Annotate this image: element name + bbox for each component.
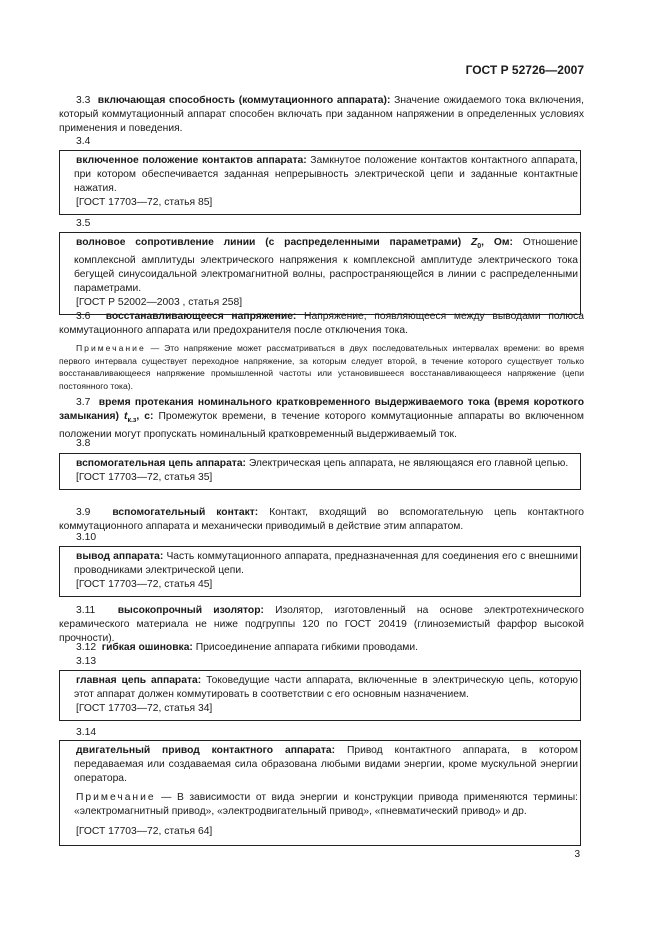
term: вывод аппарата: <box>76 551 164 562</box>
clause-number: 3.9 <box>76 507 91 518</box>
definition: Часть коммутационного аппарата, предназначенная для соединения его с внешними проводниками электрической цепи. <box>74 551 578 576</box>
document-header: ГОСТ Р 52726—2007 <box>465 63 584 77</box>
clause-number: 3.7 <box>76 397 91 408</box>
source-reference: [ГОСТ 17703—72, статья 64] <box>76 826 213 837</box>
note-label: Примечание <box>76 792 156 803</box>
quoted-definition-3-13 <box>59 670 581 721</box>
clause-3-6 <box>59 310 584 338</box>
term: высокопрочный изолятор: <box>117 605 264 616</box>
note-label: Примечание <box>76 343 146 353</box>
page-number: 3 <box>574 849 580 860</box>
clause-number: 3.3 <box>76 95 91 106</box>
term: волновое сопротивление линии (с распределенными параметрами) $Z_0$, Ом: <box>76 237 513 251</box>
clause-number: 3.12 <box>76 642 97 653</box>
term: двигательный привод контактного аппарата: <box>76 745 336 756</box>
definition: Присоединение аппарата гибкими проводами. <box>192 642 418 653</box>
note-text: — Это напряжение может рассматриваться в двух последовательных интервалах времени: во время первого интервала существует переходное напряжение, за которым следует второй, в течение которого существует только восстанавливающееся напряжение промышленной частоты или установившееся восстанавливающееся напряжение (цепи постоянного тока). <box>59 343 584 391</box>
clause-label-3-8: 3.8 <box>76 438 91 449</box>
clause-label-3-13: 3.13 <box>76 656 97 667</box>
source-reference: [ГОСТ 17703—72, статья 35] <box>76 472 213 483</box>
definition: Электрическая цепь аппарата, не являющаяся его главной цепью. <box>246 458 569 469</box>
clause-3-3 <box>59 94 584 136</box>
clause-label-3-14: 3.14 <box>76 727 97 738</box>
definition: Токоведущие части аппарата, включенные в электрическую цепь, которую этот аппарат должен коммутировать в соответствии с его основным назначением. <box>74 675 578 700</box>
definition: Промежуток времени, в течение которого коммутационные аппараты во включенном положении могут пропускать номинальный кратковременный выдерживаемый ток. <box>59 411 584 441</box>
term: время протекания номинального кратковременного выдерживаемого тока (время короткого замыкания) $t_{к.з}$, с: <box>59 397 584 425</box>
clause-label-3-4: 3.4 <box>76 136 91 147</box>
clause-3-9 <box>59 506 584 534</box>
term: включающая способность (коммутационного аппарата): <box>97 95 391 106</box>
definition: Контакт, входящий во вспомогательную цепь контактного коммутационного аппарата и механически приводимый в действие этим аппаратом. <box>59 507 584 532</box>
definition: Привод контактного аппарата, в котором передаваемая или создаваемая сила образована любыми видами энергии, кроме мускульной энергии оператора. <box>74 745 578 784</box>
term: главная цепь аппарата: <box>76 675 202 686</box>
definition: Отношение комплексной амплитуды электрического напряжения к комплексной амплитуде электрического тока бегущей синусоидальной электромагнитной волны, распространяющейся в линии с распределенными параметрами. <box>74 237 578 295</box>
clause-number: 3.11 <box>76 605 96 616</box>
clause-label-3-10: 3.10 <box>76 532 97 543</box>
quoted-definition-3-14 <box>59 740 581 846</box>
term: вспомогательный контакт: <box>112 507 259 518</box>
definition: Напряжение, появляющееся между выводами полюса коммутационного аппарата или предохранителя после отключения тока. <box>59 311 585 336</box>
note-text: — В зависимости от вида энергии и конструкции привода применяются термины: «электромагнитный привод», «электродвигательный привод», «пневматический привод» и др. <box>74 792 578 817</box>
clause-label-3-5: 3.5 <box>76 218 91 229</box>
note-3-6 <box>59 342 584 392</box>
definition: Значение ожидаемого тока включения, который коммутационный аппарат способен включать при заданном напряжении в определенных условиях применения и поведения. <box>59 95 584 134</box>
definition: Замкнутое положение контактов контактного аппарата, при котором обеспечивается заданная непрерывность электрической цепи и заданные контактные нажатия. <box>74 155 578 194</box>
quoted-definition-3-8 <box>59 453 581 490</box>
source-reference: [ГОСТ 17703—72, статья 45] <box>76 579 213 590</box>
quoted-definition-3-10 <box>59 546 581 597</box>
quoted-definition-3-4 <box>59 150 581 215</box>
source-reference: [ГОСТ 17703—72, статья 85] <box>76 197 213 208</box>
clause-3-12 <box>59 641 584 655</box>
term: восстанавливающееся напряжение: <box>105 311 297 322</box>
source-reference: [ГОСТ 17703—72, статья 34] <box>76 703 213 714</box>
source-reference: [ГОСТ Р 52002—2003 , статья 258] <box>76 297 243 309</box>
term: вспомогательная цепь аппарата: <box>76 458 246 469</box>
clause-3-7 <box>59 396 584 442</box>
clause-number: 3.6 <box>76 311 91 322</box>
term: гибкая ошиновка: <box>101 642 193 653</box>
term: включенное положение контактов аппарата: <box>76 155 307 166</box>
definition: Изолятор, изготовленный на основе электротехнического керамического материала не ниже подгруппы 120 по ГОСТ 20419 (глиноземистый фарфор высокой прочности). <box>59 605 584 644</box>
note-3-14 <box>74 791 578 819</box>
quoted-definition-3-5 <box>59 232 581 315</box>
clause-3-11 <box>59 604 584 646</box>
